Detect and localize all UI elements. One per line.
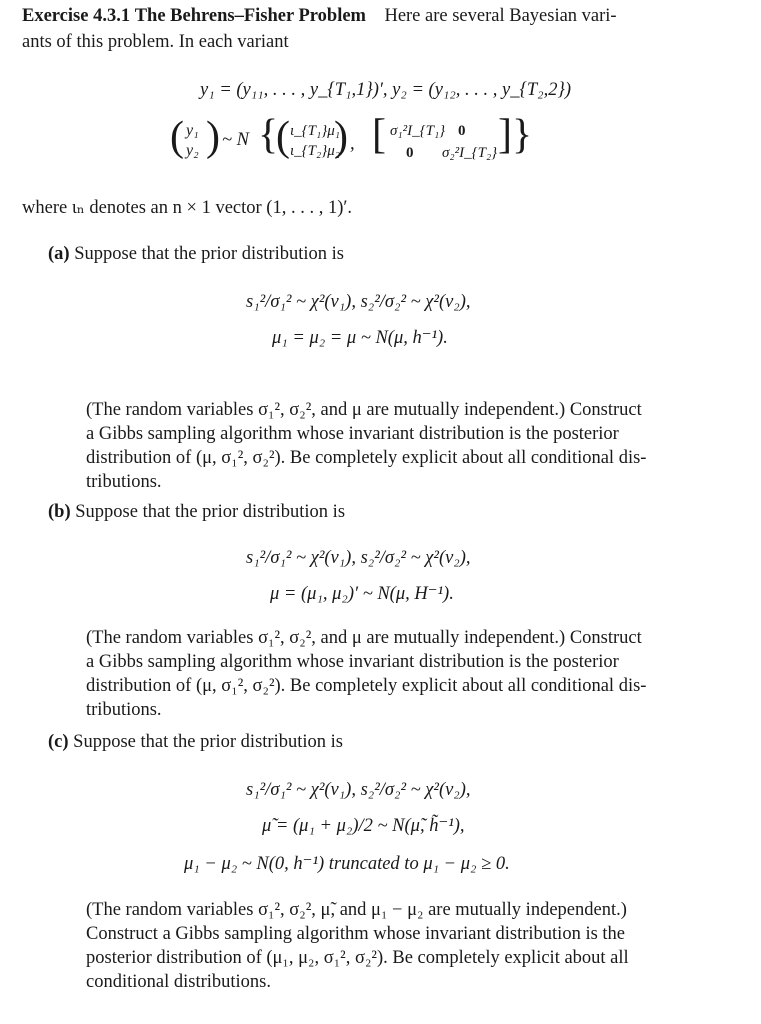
part-c-eq3: μ₁ − μ₂ ~ N(0, h⁻¹) truncated to μ₁ − μ₂ ≥ 0. bbox=[184, 854, 510, 874]
part-c-eq1: s₁²/σ₁² ~ χ²(ν₁), s₂²/σ₂² ~ χ²(ν₂), bbox=[246, 780, 471, 800]
part-b-lead bbox=[48, 500, 345, 524]
part-a-lead-text: Suppose that the prior distribution is bbox=[74, 244, 344, 264]
part-a-label: (a) bbox=[48, 244, 70, 264]
eq2-mean-bottom: ι_{T₂}μ₂ bbox=[290, 143, 340, 159]
iota-definition: where ιₙ denotes an n × 1 vector (1, . . . , 1)′. bbox=[22, 198, 353, 218]
part-c-lead-text: Suppose that the prior distribution is bbox=[73, 732, 343, 752]
part-a-body-3: distribution of (μ, σ₁², σ₂²). Be completely explicit about all conditional dis- bbox=[86, 448, 647, 468]
eq2-cov-22: σ₂²I_{T₂} bbox=[442, 145, 498, 161]
model-equation-y: y₁ = (y₁₁, . . . , y_{T₁,1})′, y₂ = (y₁₂, . . . , y_{T₂,2}) bbox=[200, 80, 572, 100]
exercise-title: The Behrens–Fisher Problem bbox=[134, 6, 366, 26]
part-b-lead-text: Suppose that the prior distribution is bbox=[75, 502, 346, 522]
eq2-cov-21: 0 bbox=[406, 145, 414, 161]
part-b-eq1: s₁²/σ₁² ~ χ²(ν₁), s₂²/σ₂² ~ χ²(ν₂), bbox=[246, 548, 471, 568]
part-c-body-2: Construct a Gibbs sampling algorithm whose invariant distribution is the bbox=[86, 924, 626, 944]
eq2-relation: ~ N bbox=[222, 130, 249, 150]
part-a-body-4: tributions. bbox=[86, 472, 162, 492]
part-c-body-1: (The random variables σ₁², σ₂², μ̃, and μ₁ − μ₂ are mutually independent.) bbox=[86, 900, 627, 920]
part-c-body-3: posterior distribution of (μ₁, μ₂, σ₁², σ₂²). Be completely explicit about all bbox=[86, 948, 629, 968]
part-b-body-2: a Gibbs sampling algorithm whose invariant distribution is the posterior bbox=[86, 652, 619, 672]
part-a-body-2: a Gibbs sampling algorithm whose invariant distribution is the posterior bbox=[86, 424, 619, 444]
textbook-page: Exercise 4.3.1 The Behrens–Fisher Problem Here are several Bayesian vari- ants of this problem. In each variant y₁ = (y₁₁, . . . , y_{T₁,1})′, y₂ = (y₁₂, . . . , y_{T₂,2}) ( y₁ y₂ ) ~ N { ( ι_{T₁}μ₁ ι_{T₂}μ₂ ) , [ σ₁²I_{T₁} 0 0 σ₂²I_{T₂} ] } where ιₙ denotes an n × 1 vector (1, . . . , 1)′. (a) Suppose that the prior distribution is s₁²/σ₁² ~ χ²(ν₁), s₂²/σ₂² ~ χ²(ν₂), μ₁ = μ₂ = μ ~ N(μ, h⁻¹). (The random variables σ₁², σ₂², and μ are mutually independent.) Construct a Gibbs sampling algorithm whose invariant distribution is the posterior distribution of (μ, σ₁², σ₂²). Be completely explicit about all conditional dis- tributions. (b) Suppose that the prior distribution is s₁²/σ₁² ~ χ²(ν₁), s₂²/σ₂² ~ χ²(ν₂), μ = (μ₁, μ₂)′ ~ N(μ, H⁻¹). (The random variables σ₁², σ₂², and μ are mutually independent.) Construct a Gibbs sampling algorithm whose invariant distribution is the posterior distribution of (μ, σ₁², σ₂²). Be completely explicit about all conditional dis- tributions. (c) Suppose that the prior distribution is s₁²/σ₁² ~ χ²(ν₁), s₂²/σ₂² ~ χ²(ν₂), μ̃ = (μ₁ + μ₂)/2 ~ N(μ̃, h̃⁻¹), μ₁ − μ₂ ~ N(0, h⁻¹) truncated to μ₁ − μ₂ ≥ 0. (The random variables σ₁², σ₂², μ̃, and μ₁ − μ₂ are mutually independent.) Construct a Gibbs sampling algorithm whose invariant distribution is the posterior distribution of (μ₁, μ₂, σ₁², σ₂²). Be completely explicit about all conditional distributions. bbox=[22, 6, 647, 992]
part-c-eq2: μ̃ = (μ₁ + μ₂)/2 ~ N(μ̃, h̃⁻¹), bbox=[262, 816, 465, 836]
eq2-lhs-top: y₁ bbox=[186, 122, 199, 139]
part-b-eq2: μ = (μ₁, μ₂)′ ~ N(μ, H⁻¹). bbox=[270, 584, 454, 604]
part-c-label: (c) bbox=[48, 732, 69, 752]
exercise-intro-line1: Here are several Bayesian vari- bbox=[384, 6, 617, 26]
part-a-eq2: μ₁ = μ₂ = μ ~ N(μ, h⁻¹). bbox=[272, 328, 448, 348]
eq2-cov-12: 0 bbox=[458, 123, 466, 139]
eq2-lhs-bottom: y₂ bbox=[186, 142, 199, 159]
part-a-lead bbox=[48, 242, 344, 266]
part-c-body-4: conditional distributions. bbox=[86, 972, 271, 992]
part-b-body-4: tributions. bbox=[86, 700, 162, 720]
part-b-body-3: distribution of (μ, σ₁², σ₂²). Be completely explicit about all conditional dis- bbox=[86, 676, 647, 696]
eq2-cov-11: σ₁²I_{T₁} bbox=[390, 123, 446, 139]
part-a-eq1: s₁²/σ₁² ~ χ²(ν₁), s₂²/σ₂² ~ χ²(ν₂), bbox=[246, 292, 471, 312]
part-b-label: (b) bbox=[48, 502, 71, 522]
part-b-body-1: (The random variables σ₁², σ₂², and μ are mutually independent.) Construct bbox=[86, 628, 642, 648]
exercise-label: Exercise 4.3.1 bbox=[22, 6, 131, 26]
exercise-heading-line bbox=[22, 4, 617, 28]
exercise-intro-line2: ants of this problem. In each variant bbox=[22, 32, 289, 52]
part-c-lead bbox=[48, 730, 343, 754]
eq2-mean-top: ι_{T₁}μ₁ bbox=[290, 123, 340, 139]
part-a-body-1: (The random variables σ₁², σ₂², and μ are mutually independent.) Construct bbox=[86, 400, 642, 420]
